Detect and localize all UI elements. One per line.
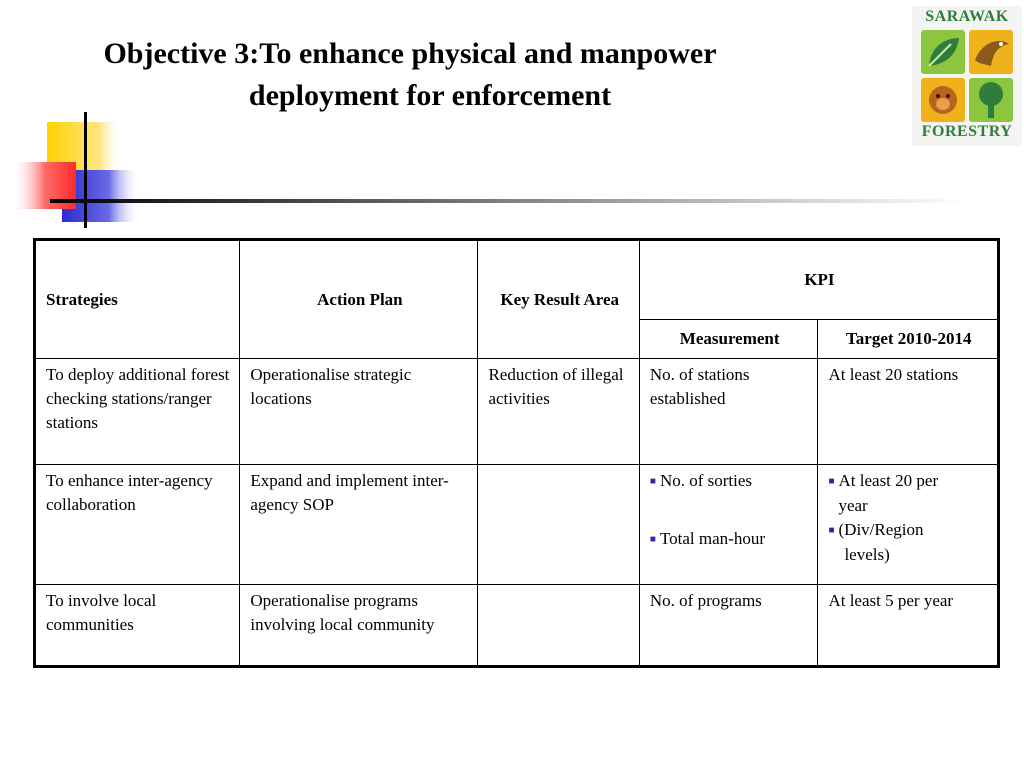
target-text: year (838, 496, 868, 515)
spacer (650, 494, 810, 527)
cell-strategy: To involve local communities (35, 585, 240, 667)
bullet-square-icon: ■ (649, 476, 656, 487)
cell-measurement: No. of programs (639, 585, 818, 667)
measurement-item (650, 469, 810, 494)
tree-icon (969, 78, 1013, 122)
page-title (40, 33, 820, 117)
logo-top-text: SARAWAK (925, 8, 1009, 25)
cell-strategy: To deploy additional forest checking stations/ranger stations (35, 359, 240, 465)
hornbill-icon (969, 30, 1013, 74)
target-item (828, 518, 989, 543)
cell-action-plan: Operationalise strategic locations (240, 359, 478, 465)
leaf-icon (921, 30, 965, 74)
cell-action-plan: Expand and implement inter-agency SOP (240, 465, 478, 585)
cell-target: At least 5 per year (818, 585, 999, 667)
cell-target (818, 465, 999, 585)
bullet-square-icon: ■ (828, 525, 835, 536)
cell-action-plan: Operationalise programs involving local community (240, 585, 478, 667)
cell-strategy: To enhance inter-agency collaboration (35, 465, 240, 585)
target-item (828, 469, 989, 494)
bullet-square-icon: ■ (828, 476, 835, 487)
header-measurement: Measurement (639, 320, 818, 359)
orangutan-icon (921, 78, 965, 122)
target-text: At least 20 per (838, 471, 939, 490)
cell-key-result-area: Reduction of illegal activities (478, 359, 639, 465)
cell-target: At least 20 stations (818, 359, 999, 465)
sarawak-forestry-logo (912, 6, 1022, 146)
header-row (35, 240, 999, 320)
header-key-result-area: Key Result Area (478, 240, 639, 359)
header-target: Target 2010-2014 (818, 320, 999, 359)
title-line-1: Objective 3:To enhance physical and manpower (103, 37, 717, 70)
cell-key-result-area (478, 585, 639, 667)
table-row (35, 359, 999, 465)
measurement-item (650, 527, 810, 552)
deco-vertical-line (84, 112, 87, 228)
cell-key-result-area (478, 465, 639, 585)
kpi-table (33, 238, 1000, 668)
cell-measurement (639, 465, 818, 585)
table-row (35, 465, 999, 585)
measurement-text: Total man-hour (659, 529, 765, 548)
header-action-plan: Action Plan (240, 240, 478, 359)
deco-red-square (14, 162, 76, 209)
header-strategies: Strategies (35, 240, 240, 359)
cell-measurement: No. of stations established (639, 359, 818, 465)
measurement-text: No. of sorties (659, 471, 753, 490)
logo-bottom-text: FORESTRY (921, 123, 1013, 140)
title-line-2: deployment for enforcement (248, 79, 612, 112)
target-text: (Div/Region (838, 520, 924, 539)
deco-yellow-square (47, 122, 122, 180)
bullet-square-icon: ■ (649, 534, 656, 545)
target-text: levels) (844, 545, 890, 564)
table-row (35, 585, 999, 667)
deco-horizontal-line (50, 199, 965, 203)
deco-blue-square (62, 170, 140, 222)
header-kpi: KPI (639, 240, 998, 320)
